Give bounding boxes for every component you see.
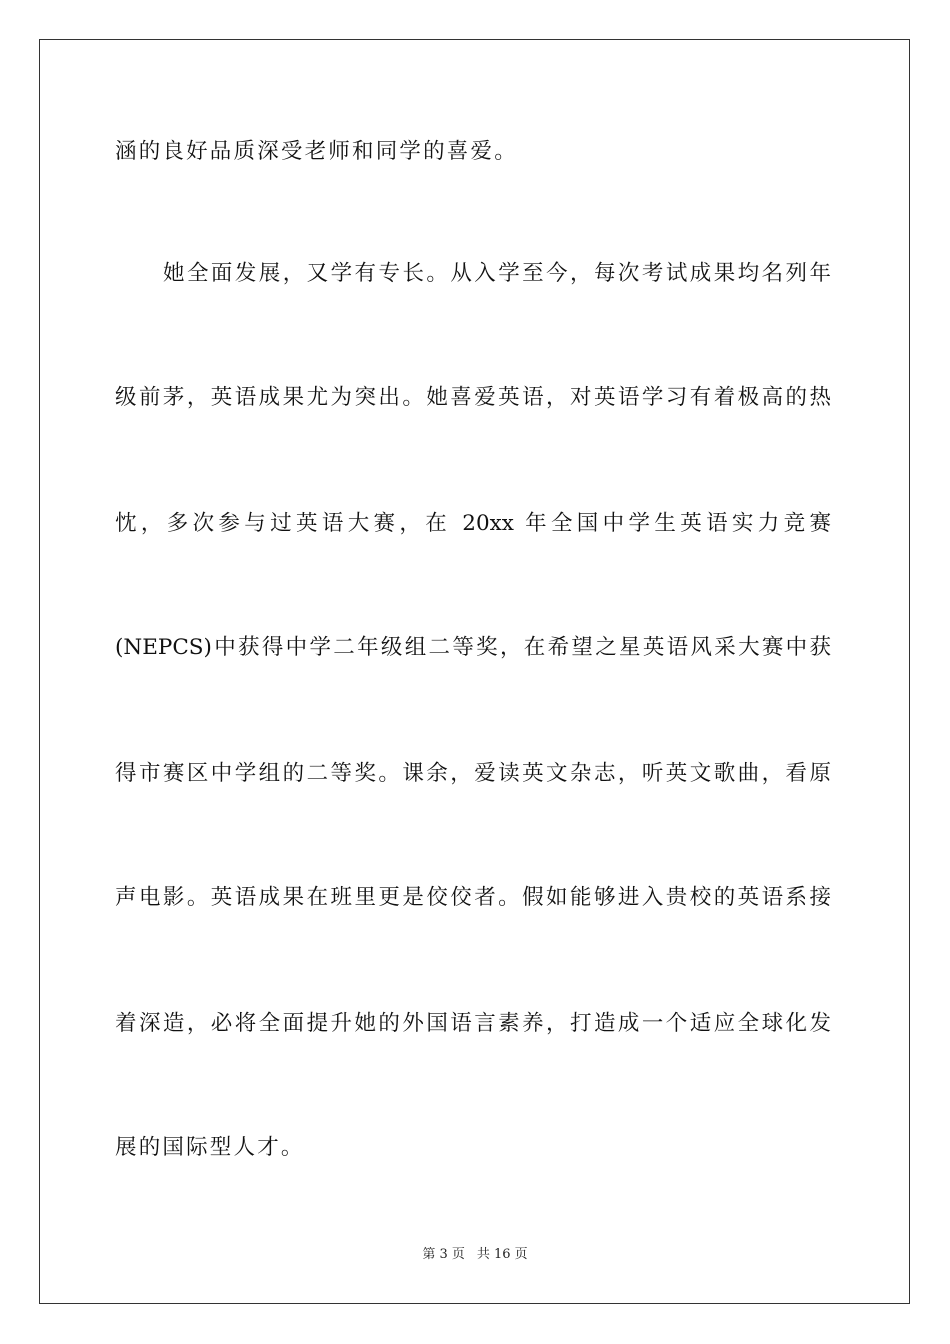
paragraph-line: 声电影。英语成果在班里更是佼佼者。假如能够进入贵校的英语系接 [115, 885, 831, 910]
paragraph-line: 得市赛区中学组的二等奖。课余，爱读英文杂志，听英文歌曲，看原 [115, 761, 831, 786]
paragraph-line: 展的国际型人才。 [115, 1135, 305, 1160]
page-number: 第 3 页 [422, 1247, 465, 1262]
paragraph-line: (NEPCS)中获得中学二年级组二等奖，在希望之星英语风采大赛中获 [115, 635, 831, 660]
paragraph-line: 忱，多次参与过英语大赛，在 20xx 年全国中学生英语实力竞赛 [115, 511, 831, 536]
paragraph-line: 级前茅，英语成果尤为突出。她喜爱英语，对英语学习有着极高的热 [115, 385, 831, 410]
paragraph-line: 涵的良好品质深受老师和同学的喜爱。 [115, 139, 518, 164]
page-total: 共 16 页 [476, 1247, 528, 1262]
paragraph-line: 她全面发展，又学有专长。从入学至今，每次考试成果均名列年 [163, 261, 831, 286]
paragraph-line: 着深造，必将全面提升她的外国语言素养，打造成一个适应全球化发 [115, 1011, 831, 1036]
page-border [39, 39, 910, 1304]
page-footer [0, 1246, 950, 1264]
